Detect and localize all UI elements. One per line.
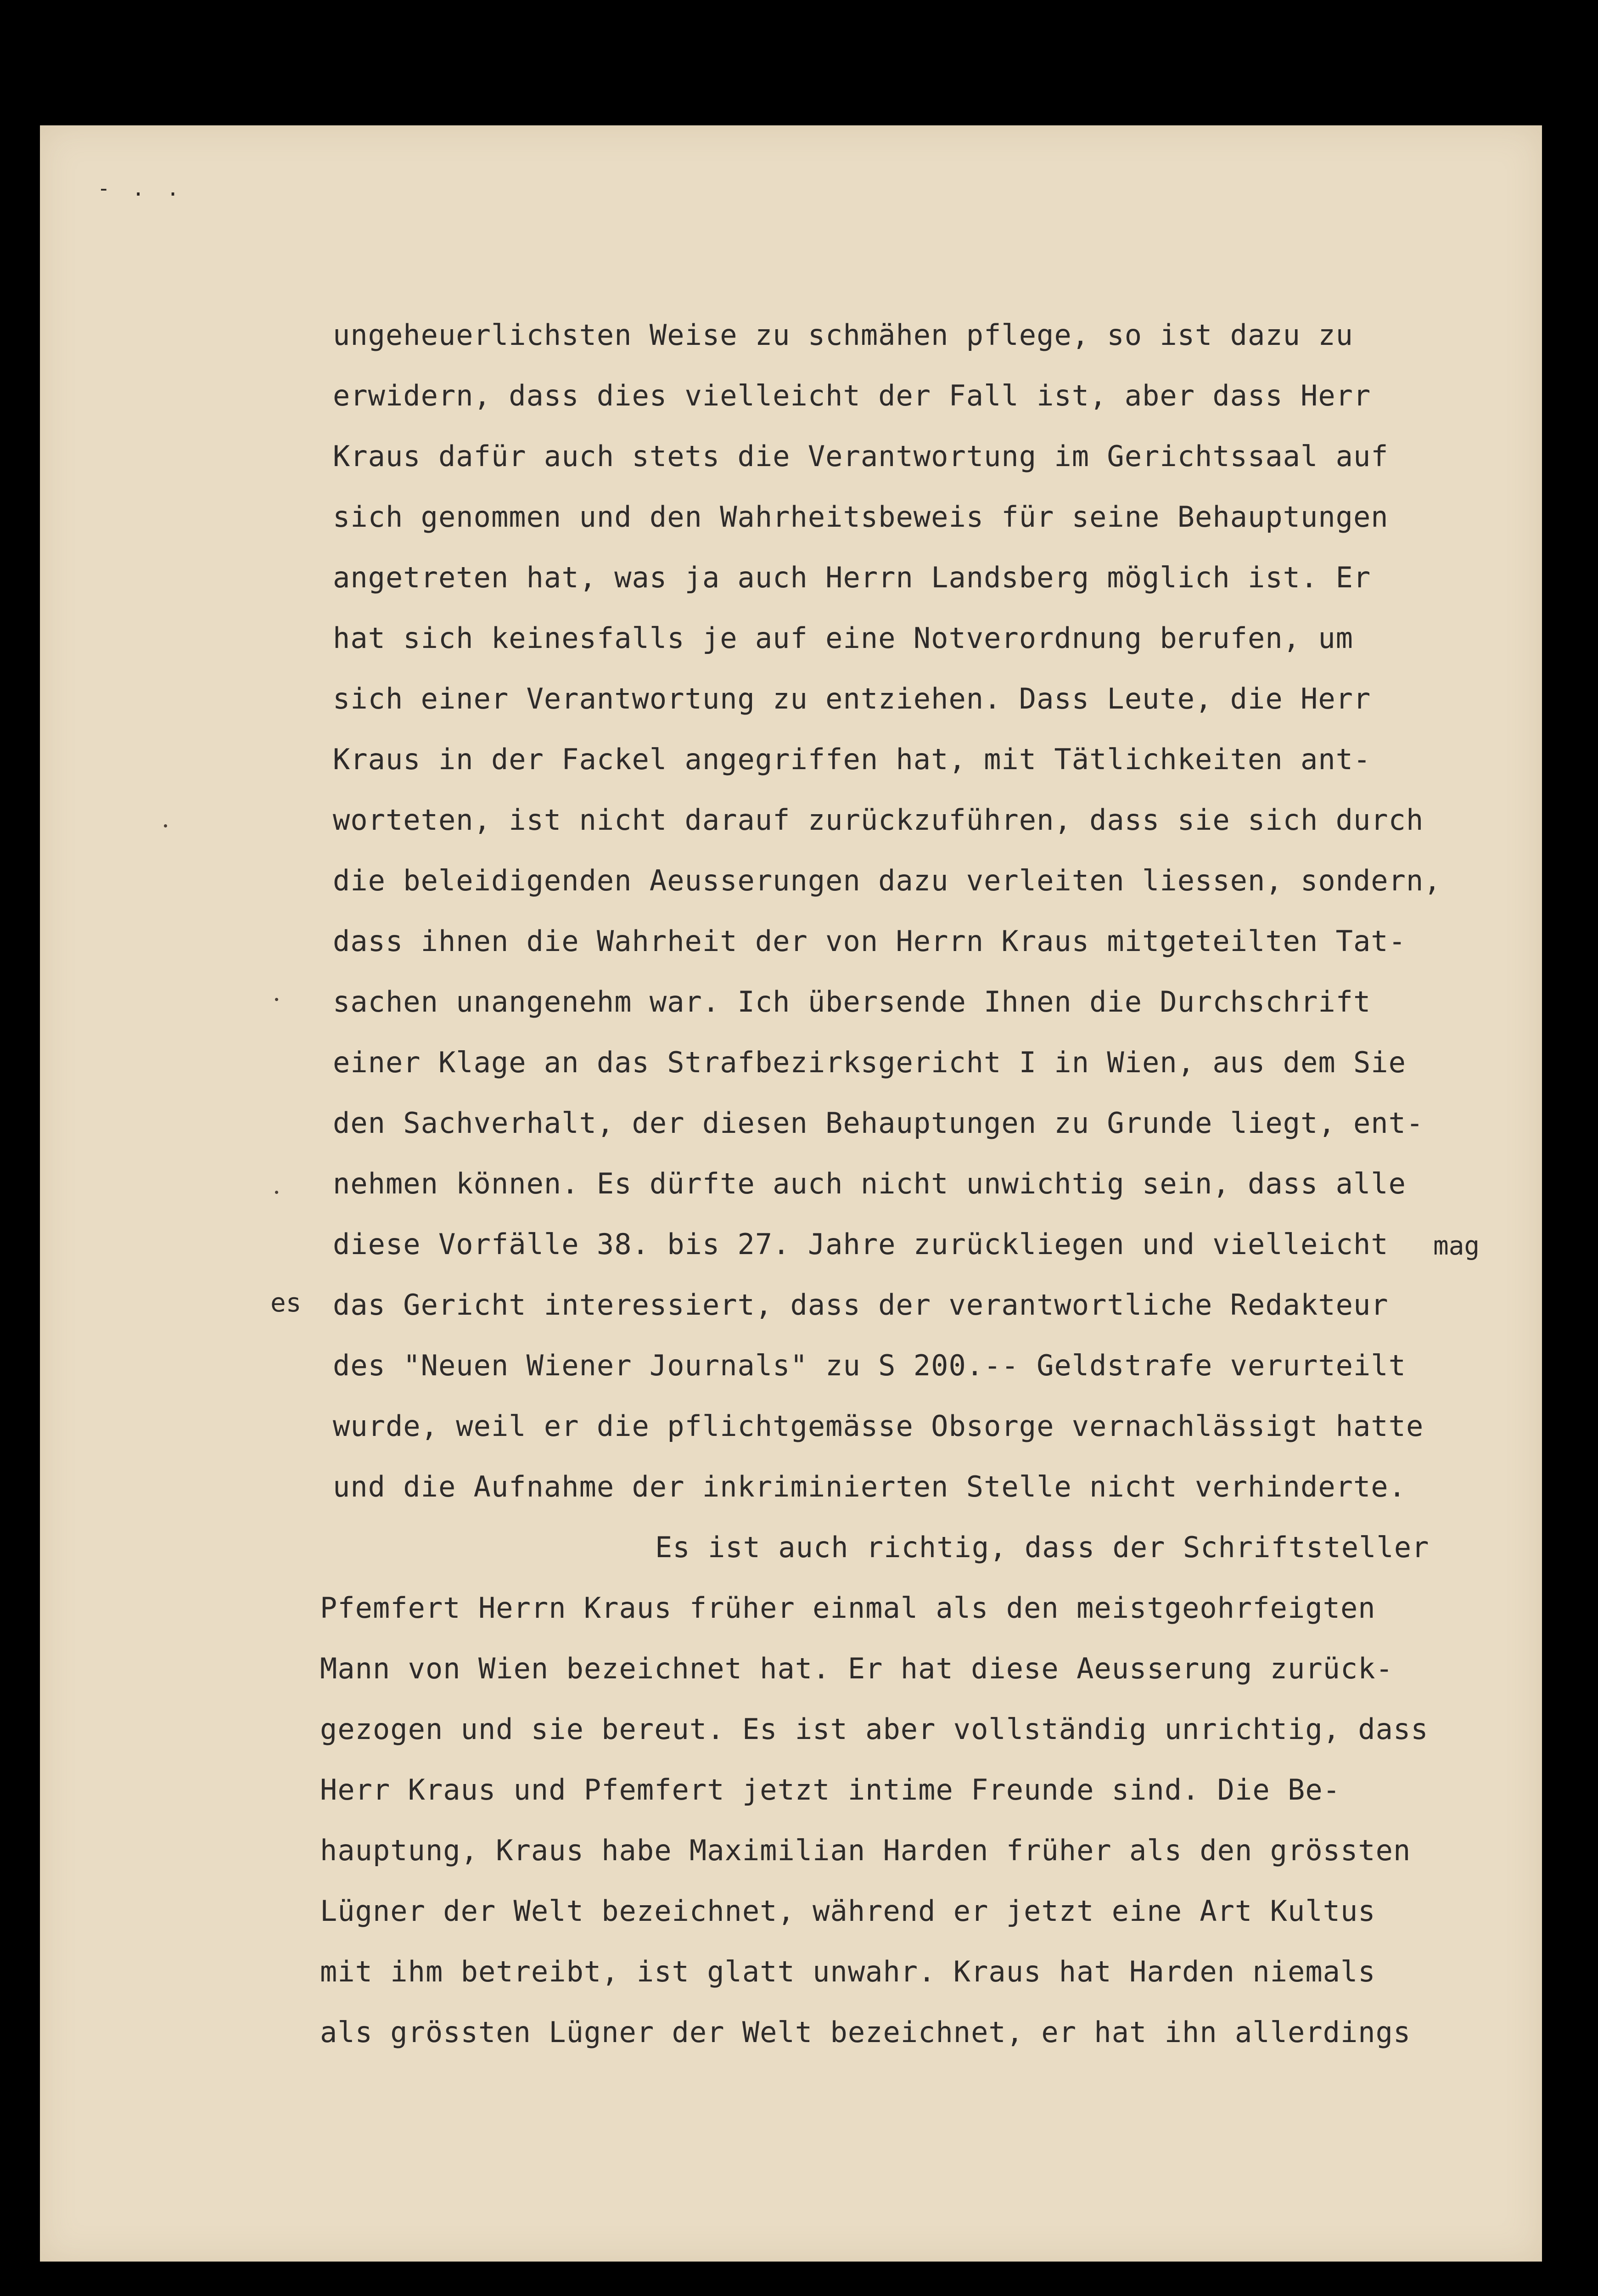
text-line-8: Kraus in der Fackel angegriffen hat, mit Tätlichkeiten ant-: [333, 743, 1371, 776]
text-line-16: diese Vorfälle 38. bis 27. Jahre zurückliegen und vielleicht: [333, 1227, 1389, 1261]
text-line-26: hauptung, Kraus habe Maximilian Harden früher als den grössten: [320, 1834, 1411, 1867]
text-line-21: Es ist auch richtig, dass der Schriftsteller: [655, 1531, 1430, 1564]
text-line-1: ungeheuerlichsten Weise zu schmähen pflege, so ist dazu zu: [333, 318, 1353, 352]
text-line-25: Herr Kraus und Pfemfert jetzt intime Freunde sind. Die Be-: [320, 1773, 1340, 1806]
text-line-28: mit ihm betreibt, ist glatt unwahr. Kraus hat Harden niemals: [320, 1955, 1376, 1988]
text-line-6: hat sich keinesfalls je auf eine Notverordnung berufen, um: [333, 621, 1353, 655]
text-line-13: einer Klage an das Strafbezirksgericht I in Wien, aus dem Sie: [333, 1046, 1406, 1079]
corner-mark: - . .: [97, 176, 184, 201]
text-line-17: das Gericht interessiert, dass der verantwortliche Redakteur: [333, 1288, 1389, 1322]
text-line-4: sich genommen und den Wahrheitsbeweis für seine Behauptungen: [333, 500, 1389, 534]
text-line-22: Pfemfert Herrn Kraus früher einmal als den meistgeohrfeigten: [320, 1591, 1376, 1625]
margin-note-left: es: [270, 1288, 302, 1318]
text-line-10: die beleidigenden Aeusserungen dazu verleiten liessen, sondern,: [333, 864, 1441, 897]
text-line-23: Mann von Wien bezeichnet hat. Er hat diese Aeusserung zurück-: [320, 1652, 1393, 1685]
text-line-5: angetreten hat, was ja auch Herrn Landsberg möglich ist. Er: [333, 561, 1371, 594]
text-line-9: worteten, ist nicht darauf zurückzuführen, dass sie sich durch: [333, 803, 1424, 837]
text-line-15: nehmen können. Es dürfte auch nicht unwichtig sein, dass alle: [333, 1167, 1406, 1200]
text-line-14: den Sachverhalt, der diesen Behauptungen zu Grunde liegt, ent-: [333, 1106, 1424, 1140]
text-line-2: erwidern, dass dies vielleicht der Fall ist, aber dass Herr: [333, 379, 1371, 412]
margin-note-right: mag: [1433, 1231, 1480, 1261]
text-line-11: dass ihnen die Wahrheit der von Herrn Kraus mitgeteilten Tat-: [333, 924, 1406, 958]
text-line-27: Lügner der Welt bezeichnet, während er jetzt eine Art Kultus: [320, 1894, 1376, 1928]
text-line-7: sich einer Verantwortung zu entziehen. Dass Leute, die Herr: [333, 682, 1371, 715]
text-line-20: und die Aufnahme der inkriminierten Stelle nicht verhinderte.: [333, 1470, 1406, 1503]
text-line-3: Kraus dafür auch stets die Verantwortung im Gerichtssaal auf: [333, 439, 1389, 473]
margin-speck: [275, 998, 278, 1001]
text-line-19: wurde, weil er die pflichtgemässe Obsorge vernachlässigt hatte: [333, 1409, 1424, 1443]
text-line-18: des "Neuen Wiener Journals" zu S 200.-- Geldstrafe verurteilt: [333, 1349, 1406, 1382]
typed-page: [40, 125, 1542, 2262]
margin-speck: [164, 824, 167, 827]
text-line-29: als grössten Lügner der Welt bezeichnet, er hat ihn allerdings: [320, 2015, 1411, 2049]
text-line-24: gezogen und sie bereut. Es ist aber vollständig unrichtig, dass: [320, 1712, 1429, 1746]
text-line-12: sachen unangenehm war. Ich übersende Ihnen die Durchschrift: [333, 985, 1371, 1019]
margin-speck: [275, 1191, 278, 1194]
